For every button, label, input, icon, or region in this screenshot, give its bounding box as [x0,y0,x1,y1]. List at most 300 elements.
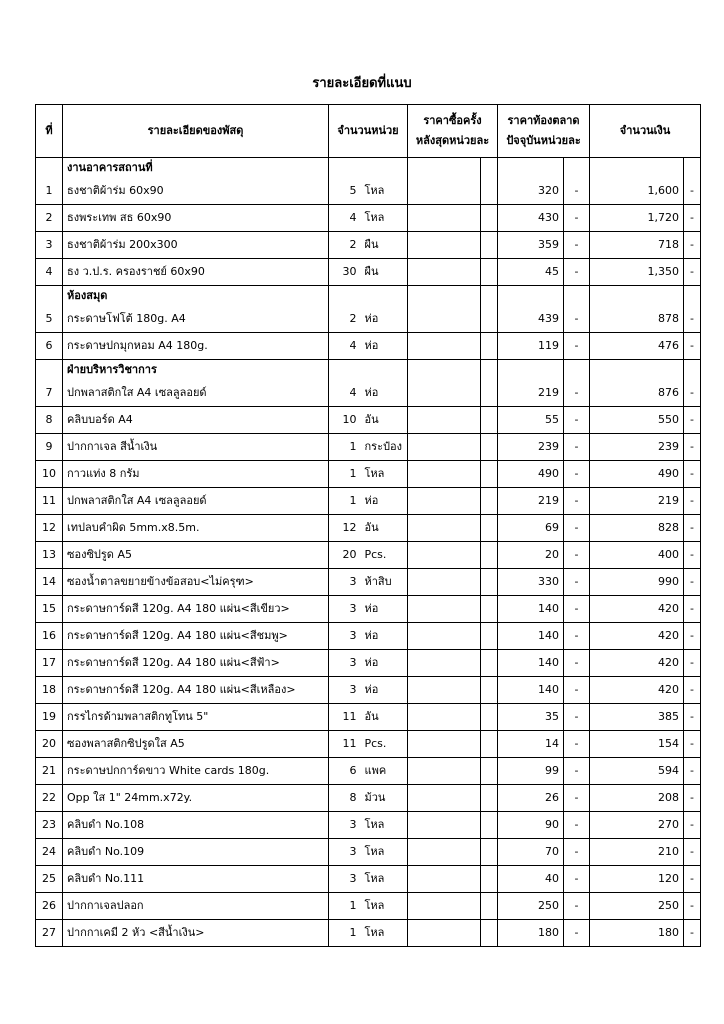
header-description: รายละเอียดของพัสดุ [63,105,329,158]
row-unit: ห่อ [361,677,408,704]
row-market-price-satang: - [564,461,590,488]
row-quantity: 3 [329,650,361,677]
row-amount-satang: - [684,704,701,731]
row-last-price [408,731,481,758]
row-market-price: 26 [498,785,564,812]
row-last-price-satang [481,333,498,360]
row-number: 6 [36,333,63,360]
table-row [36,866,701,893]
header-amount: จำนวนเงิน [590,105,701,158]
section-title: ฝ่ายบริหารวิชาการ [63,360,329,381]
row-amount-satang: - [684,758,701,785]
section-market-price-extra-cell [564,286,590,307]
table-row [36,461,701,488]
section-amount-extra-cell [684,286,701,307]
table-row [36,407,701,434]
row-number: 11 [36,488,63,515]
row-last-price [408,333,481,360]
table-row [36,920,701,947]
row-number: 2 [36,205,63,232]
row-amount-satang: - [684,677,701,704]
section-header-row [36,286,701,307]
row-market-price: 180 [498,920,564,947]
row-quantity: 11 [329,731,361,758]
table-row [36,731,701,758]
row-description: ซองซิปรูด A5 [63,542,329,569]
row-quantity: 8 [329,785,361,812]
row-last-price [408,380,481,407]
row-description: เทปลบคำผิด 5mm.x8.5m. [63,515,329,542]
row-description: ธงชาติผ้าร่ม 200x300 [63,232,329,259]
row-amount-satang: - [684,178,701,205]
row-last-price [408,205,481,232]
row-amount-satang: - [684,569,701,596]
row-unit: ผืน [361,232,408,259]
table-row [36,380,701,407]
row-description: กระดาษการ์ดสี 120g. A4 180 แผ่น<สีเขียว> [63,596,329,623]
row-amount-satang: - [684,542,701,569]
section-amount-cell [590,360,684,381]
row-market-price-satang: - [564,758,590,785]
table-row [36,758,701,785]
section-qty-cell [329,286,361,307]
row-unit: ห้าสิบ [361,569,408,596]
row-number: 9 [36,434,63,461]
section-market-price-cell [498,360,564,381]
row-amount: 154 [590,731,684,758]
row-amount-satang: - [684,623,701,650]
row-market-price: 119 [498,333,564,360]
table-row [36,178,701,205]
row-last-price-satang [481,731,498,758]
row-market-price: 320 [498,178,564,205]
row-market-price-satang: - [564,920,590,947]
row-quantity: 10 [329,407,361,434]
header-last-price-line1: ราคาซื้อครั้ง [423,114,482,127]
row-market-price-satang: - [564,407,590,434]
row-unit: โหล [361,178,408,205]
row-amount-satang: - [684,380,701,407]
row-market-price: 40 [498,866,564,893]
row-quantity: 3 [329,866,361,893]
table-row [36,259,701,286]
row-unit: Pcs. [361,542,408,569]
row-market-price: 439 [498,306,564,333]
table-row [36,434,701,461]
table-row [36,569,701,596]
row-last-price [408,178,481,205]
row-unit: แพค [361,758,408,785]
row-quantity: 3 [329,569,361,596]
row-last-price [408,596,481,623]
row-amount: 400 [590,542,684,569]
section-last-price-extra-cell [481,158,498,179]
row-quantity: 30 [329,259,361,286]
row-last-price [408,569,481,596]
table-row [36,232,701,259]
row-unit: กระป๋อง [361,434,408,461]
row-quantity: 2 [329,306,361,333]
row-number: 1 [36,178,63,205]
header-quantity: จำนวนหน่วย [329,105,408,158]
row-amount-satang: - [684,785,701,812]
row-quantity: 3 [329,677,361,704]
row-market-price-satang: - [564,488,590,515]
row-market-price-satang: - [564,178,590,205]
row-number: 25 [36,866,63,893]
row-quantity: 1 [329,434,361,461]
table-row [36,812,701,839]
row-amount-satang: - [684,434,701,461]
row-description: กระดาษการ์ดสี 120g. A4 180 แผ่น<สีชมพู> [63,623,329,650]
row-amount: 550 [590,407,684,434]
row-quantity: 2 [329,232,361,259]
row-last-price-satang [481,758,498,785]
row-amount-satang: - [684,650,701,677]
row-market-price-satang: - [564,515,590,542]
row-unit: โหล [361,461,408,488]
row-last-price [408,920,481,947]
row-number: 22 [36,785,63,812]
row-amount: 250 [590,893,684,920]
header-market-price-line2: ปัจจุบันหน่วยละ [506,134,581,147]
row-amount: 420 [590,596,684,623]
row-amount: 239 [590,434,684,461]
section-qty-cell [329,360,361,381]
row-amount: 1,350 [590,259,684,286]
row-last-price [408,839,481,866]
row-last-price [408,623,481,650]
row-amount-satang: - [684,232,701,259]
section-title: งานอาคารสถานที่ [63,158,329,179]
row-market-price-satang: - [564,704,590,731]
row-number: 23 [36,812,63,839]
row-unit: ห่อ [361,650,408,677]
row-market-price: 219 [498,380,564,407]
row-last-price-satang [481,488,498,515]
row-amount-satang: - [684,488,701,515]
row-unit: ห่อ [361,623,408,650]
row-unit: โหล [361,920,408,947]
header-no: ที่ [36,105,63,158]
row-last-price-satang [481,178,498,205]
row-amount-satang: - [684,731,701,758]
row-description: กรรไกรด้ามพลาสติกทูโทน 5" [63,704,329,731]
row-last-price-satang [481,866,498,893]
section-amount-cell [590,158,684,179]
row-last-price-satang [481,569,498,596]
row-market-price: 140 [498,677,564,704]
row-amount-satang: - [684,461,701,488]
row-description: กระดาษโฟโต้ 180g. A4 [63,306,329,333]
row-number: 7 [36,380,63,407]
row-amount: 878 [590,306,684,333]
header-last-price [408,105,498,158]
table-row [36,205,701,232]
row-amount: 476 [590,333,684,360]
row-last-price-satang [481,515,498,542]
row-unit: อัน [361,704,408,731]
row-quantity: 3 [329,623,361,650]
section-last-price-extra-cell [481,360,498,381]
row-quantity: 3 [329,596,361,623]
row-quantity: 5 [329,178,361,205]
row-quantity: 3 [329,812,361,839]
row-market-price-satang: - [564,650,590,677]
row-market-price: 45 [498,259,564,286]
row-number: 16 [36,623,63,650]
row-number: 15 [36,596,63,623]
row-unit: โหล [361,205,408,232]
row-market-price: 490 [498,461,564,488]
section-unit-cell [361,286,408,307]
header-market-price-line1: ราคาท้องตลาด [507,114,580,127]
row-amount: 420 [590,623,684,650]
row-description: กระดาษการ์ดสี 120g. A4 180 แผ่น<สีฟ้า> [63,650,329,677]
table-row [36,785,701,812]
row-number: 19 [36,704,63,731]
table-row [36,623,701,650]
row-description: คลิบดำ No.109 [63,839,329,866]
row-quantity: 1 [329,920,361,947]
row-amount-satang: - [684,515,701,542]
row-number: 10 [36,461,63,488]
row-market-price-satang: - [564,623,590,650]
row-amount: 420 [590,650,684,677]
row-description: ปากกาเจลปลอก [63,893,329,920]
row-amount: 385 [590,704,684,731]
section-qty-cell [329,158,361,179]
row-last-price-satang [481,205,498,232]
section-last-price-cell [408,286,481,307]
row-amount: 1,720 [590,205,684,232]
row-description: กระดาษปกการ์ดขาว White cards 180g. [63,758,329,785]
table-row [36,677,701,704]
row-last-price-satang [481,785,498,812]
row-description: คลิบดำ No.108 [63,812,329,839]
row-unit: อัน [361,407,408,434]
row-quantity: 12 [329,515,361,542]
row-number: 26 [36,893,63,920]
row-amount: 828 [590,515,684,542]
row-market-price: 90 [498,812,564,839]
row-market-price-satang: - [564,434,590,461]
row-unit: Pcs. [361,731,408,758]
row-last-price [408,259,481,286]
row-amount-satang: - [684,596,701,623]
table-row [36,306,701,333]
row-quantity: 4 [329,380,361,407]
row-amount-satang: - [684,333,701,360]
row-last-price [408,488,481,515]
row-market-price-satang: - [564,785,590,812]
row-description: Opp ใส 1" 24mm.x72y. [63,785,329,812]
row-market-price: 359 [498,232,564,259]
row-last-price-satang [481,893,498,920]
row-market-price-satang: - [564,569,590,596]
row-last-price [408,434,481,461]
row-market-price-satang: - [564,306,590,333]
table-row [36,515,701,542]
section-amount-cell [590,286,684,307]
row-number: 8 [36,407,63,434]
row-market-price-satang: - [564,839,590,866]
row-last-price-satang [481,704,498,731]
row-market-price: 250 [498,893,564,920]
row-market-price: 239 [498,434,564,461]
row-last-price-satang [481,380,498,407]
row-quantity: 1 [329,461,361,488]
items-table [35,104,701,947]
section-market-price-cell [498,286,564,307]
row-market-price-satang: - [564,232,590,259]
section-header-row [36,158,701,179]
table-row [36,596,701,623]
row-number: 5 [36,306,63,333]
row-market-price: 330 [498,569,564,596]
table-row [36,333,701,360]
row-amount: 490 [590,461,684,488]
row-market-price: 70 [498,839,564,866]
row-last-price [408,515,481,542]
row-unit: ห่อ [361,380,408,407]
section-market-price-extra-cell [564,158,590,179]
row-market-price-satang: - [564,380,590,407]
row-market-price-satang: - [564,812,590,839]
row-market-price: 140 [498,596,564,623]
row-amount-satang: - [684,259,701,286]
row-description: ซองน้ำตาลขยายข้างข้อสอบ<ไม่ครุฑ> [63,569,329,596]
row-market-price: 430 [498,205,564,232]
row-amount-satang: - [684,920,701,947]
row-unit: ห่อ [361,596,408,623]
row-unit: โหล [361,812,408,839]
row-market-price-satang: - [564,333,590,360]
row-number: 20 [36,731,63,758]
row-quantity: 4 [329,333,361,360]
row-last-price-satang [481,306,498,333]
row-market-price: 99 [498,758,564,785]
row-market-price: 20 [498,542,564,569]
row-last-price [408,866,481,893]
row-last-price-satang [481,812,498,839]
row-market-price: 55 [498,407,564,434]
row-last-price [408,461,481,488]
section-no-cell [36,360,63,381]
row-amount: 876 [590,380,684,407]
section-header-row [36,360,701,381]
row-amount-satang: - [684,812,701,839]
row-market-price: 14 [498,731,564,758]
row-last-price [408,650,481,677]
document-title: รายละเอียดที่แนบ [312,76,412,91]
row-last-price [408,306,481,333]
row-amount: 718 [590,232,684,259]
row-amount-satang: - [684,893,701,920]
row-amount-satang: - [684,306,701,333]
row-description: ปกพลาสติกใส A4 เซลลูลอยด์ [63,488,329,515]
table-row [36,488,701,515]
section-last-price-cell [408,158,481,179]
row-market-price-satang: - [564,893,590,920]
row-unit: อัน [361,515,408,542]
row-last-price-satang [481,596,498,623]
section-market-price-cell [498,158,564,179]
header-market-price [498,105,590,158]
row-unit: ห่อ [361,333,408,360]
row-amount: 594 [590,758,684,785]
section-title: ห้องสมุด [63,286,329,307]
row-last-price-satang [481,232,498,259]
row-description: ปกพลาสติกใส A4 เซลลูลอยด์ [63,380,329,407]
row-number: 18 [36,677,63,704]
row-number: 24 [36,839,63,866]
section-last-price-extra-cell [481,286,498,307]
row-unit: ผืน [361,259,408,286]
row-market-price-satang: - [564,677,590,704]
row-unit: โหล [361,866,408,893]
row-unit: โหล [361,839,408,866]
row-last-price-satang [481,461,498,488]
row-number: 12 [36,515,63,542]
row-number: 4 [36,259,63,286]
row-last-price-satang [481,650,498,677]
row-amount-satang: - [684,407,701,434]
row-number: 3 [36,232,63,259]
row-number: 14 [36,569,63,596]
row-last-price [408,407,481,434]
row-amount: 270 [590,812,684,839]
row-market-price-satang: - [564,731,590,758]
section-unit-cell [361,360,408,381]
row-number: 13 [36,542,63,569]
row-last-price [408,785,481,812]
row-market-price: 140 [498,650,564,677]
row-quantity: 11 [329,704,361,731]
section-market-price-extra-cell [564,360,590,381]
row-last-price-satang [481,434,498,461]
row-amount: 210 [590,839,684,866]
row-description: กระดาษปกมุกหอม A4 180g. [63,333,329,360]
row-description: คลิบบอร์ด A4 [63,407,329,434]
row-description: กระดาษการ์ดสี 120g. A4 180 แผ่น<สีเหลือง> [63,677,329,704]
row-unit: ห่อ [361,306,408,333]
row-market-price-satang: - [564,205,590,232]
row-unit: โหล [361,893,408,920]
row-quantity: 3 [329,839,361,866]
row-last-price-satang [481,259,498,286]
row-market-price: 69 [498,515,564,542]
row-description: กาวแท่ง 8 กรัม [63,461,329,488]
row-amount: 1,600 [590,178,684,205]
row-description: ธงชาติผ้าร่ม 60x90 [63,178,329,205]
section-no-cell [36,158,63,179]
row-amount: 180 [590,920,684,947]
table-row [36,704,701,731]
row-last-price [408,893,481,920]
section-amount-extra-cell [684,158,701,179]
row-number: 21 [36,758,63,785]
row-quantity: 1 [329,893,361,920]
header-last-price-line2: หลังสุดหน่วยละ [415,134,490,147]
row-quantity: 6 [329,758,361,785]
row-amount: 990 [590,569,684,596]
row-last-price-satang [481,542,498,569]
row-last-price [408,232,481,259]
row-market-price-satang: - [564,866,590,893]
section-last-price-cell [408,360,481,381]
row-last-price-satang [481,677,498,704]
